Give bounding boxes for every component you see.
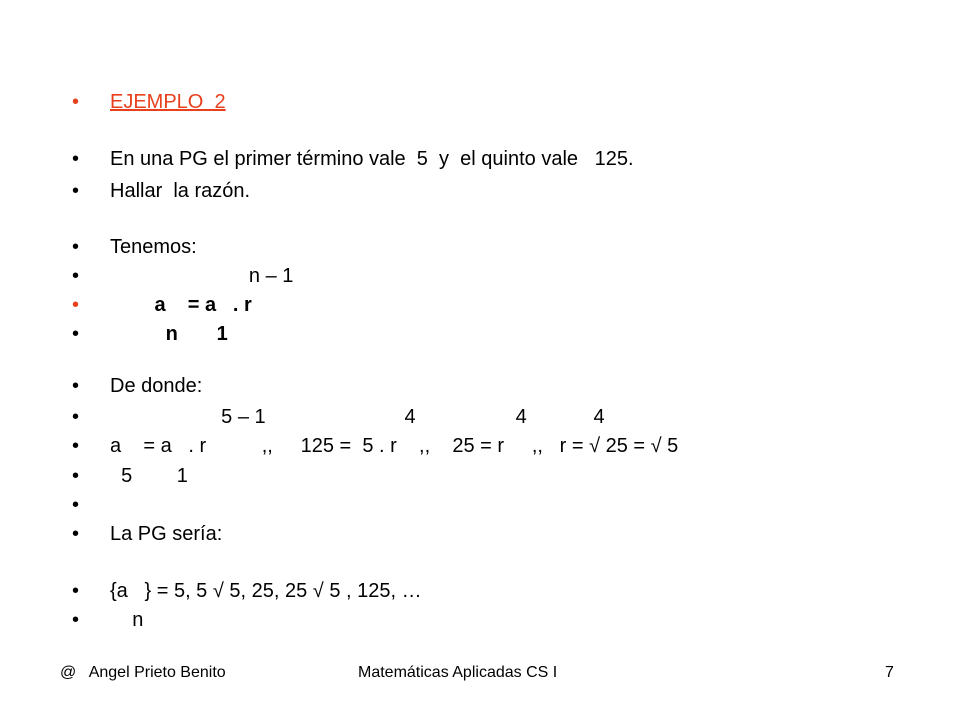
formula-exponent: n – 1 (110, 265, 294, 287)
problem-line-2 (72, 177, 251, 205)
equations-text: a = a . r ,, 125 = 5 . r ,, 25 = r ,, r = √ 25 = √ 5 (110, 435, 679, 457)
footer-author: @ Angel Prieto Benito (60, 664, 226, 681)
pg-seria-line (72, 520, 223, 548)
bullet: • (72, 91, 80, 113)
bullet: • (72, 375, 80, 397)
exponents-line (72, 403, 605, 431)
formula-subscript: n 1 (110, 323, 228, 345)
equations-line (72, 432, 679, 460)
de-donde-line (72, 372, 203, 400)
sequence-line (72, 577, 422, 605)
bullet: • (72, 180, 80, 202)
problem-line-1 (72, 145, 634, 173)
formula-exponent-line (72, 262, 294, 290)
bullet: • (72, 609, 80, 631)
bullet: • (72, 494, 80, 516)
sequence-subscript: n (110, 609, 144, 631)
sequence-text: {a } = 5, 5 √ 5, 25, 25 √ 5 , 125, … (110, 580, 422, 602)
footer-page-number: 7 (885, 664, 894, 681)
bullet: • (72, 580, 80, 602)
de-donde-text: De donde: (110, 375, 203, 397)
tenemos-text: Tenemos: (110, 236, 197, 258)
bullet: • (72, 406, 80, 428)
bullet: • (72, 148, 80, 170)
bullet: • (72, 435, 80, 457)
footer-title: Matemáticas Aplicadas CS I (358, 664, 558, 681)
sequence-subscript-line (72, 606, 144, 634)
bullet: • (72, 323, 80, 345)
bullet: • (72, 294, 80, 316)
empty-line (72, 491, 94, 519)
subscripts-text: 5 1 (110, 465, 188, 487)
problem-text-1: En una PG el primer término vale 5 y el quinto vale 125. (110, 148, 634, 170)
example-heading: EJEMPLO 2 (110, 91, 226, 113)
pg-seria-text: La PG sería: (110, 523, 223, 545)
bullet: • (72, 523, 80, 545)
problem-text-2: Hallar la razón. (110, 180, 251, 202)
formula-main: a = a . r (110, 294, 252, 316)
formula-subscript-line (72, 320, 228, 348)
bullet: • (72, 236, 80, 258)
exponents-text: 5 – 1 4 4 4 (110, 406, 605, 428)
bullet: • (72, 465, 80, 487)
bullet: • (72, 265, 80, 287)
formula-main-line (72, 291, 252, 319)
tenemos-line (72, 233, 197, 261)
example-heading-line (72, 88, 226, 116)
subscripts-line (72, 462, 188, 490)
